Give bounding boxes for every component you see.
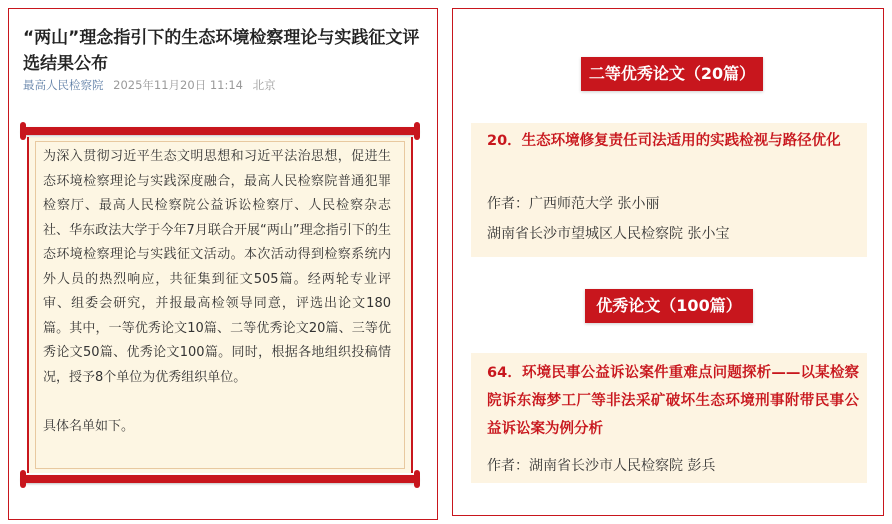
article-datetime: 2025年11月20日 11:14 [113,78,243,92]
entry-author-line: 湖南省长沙市望城区人民检察院 张小宝 [487,226,730,242]
article-closing: 具体名单如下。 [43,418,135,434]
article-panel [8,8,438,520]
article-body [43,145,391,439]
section-badge-second-prize: 二等优秀论文（20篇） [581,57,763,91]
entry-author-line: 作者：广西师范大学 张小丽 [487,196,660,212]
scroll-rod-bottom [21,475,419,483]
entry-author-line: 作者：湖南省长沙市人民检察院 彭兵 [487,458,716,474]
entry-title: 20．生态环境修复责任司法适用的实践检视与路径优化 [487,133,841,149]
scroll-rod-top [21,127,419,135]
article-meta [23,77,276,93]
article-paragraph: 为深入贯彻习近平生态文明思想和习近平法治思想，促进生态环境检察理论与实践深度融合，最高人民检察院普通犯罪检察厅、最高人民检察院公益诉讼检察厅、人民检察杂志社、华东政法大学于今年7月联合开展“两山”理念指引下的生态环境检察理论与实践征文活动。本次活动得到检察系统内外人员的热烈响应，共征集到征文505篇。经两轮专业评审、组委会研究，并报最高检领导同意，评选出论文180篇。其中，一等优秀论文10篇、二等优秀论文20篇、三等优秀论文50篇、优秀论文100篇。同时，根据各地组织投稿情况，授予8个单位为优秀组织单位。 [43,149,391,385]
article-source-link[interactable]: 最高人民检察院 [23,78,104,92]
entry-title: 64．环境民事公益诉讼案件重难点问题探析——以某检察院诉东海梦工厂等非法采矿破坏生态环境刑事附带民事公益诉讼案为例分析 [487,365,859,437]
results-panel [452,8,884,516]
article-location: 北京 [252,78,276,92]
scroll-frame [21,123,419,485]
section-badge-excellent: 优秀论文（100篇） [585,289,753,323]
article-title: “两山”理念指引下的生态环境检察理论与实践征文评选结果公布 [23,28,420,74]
